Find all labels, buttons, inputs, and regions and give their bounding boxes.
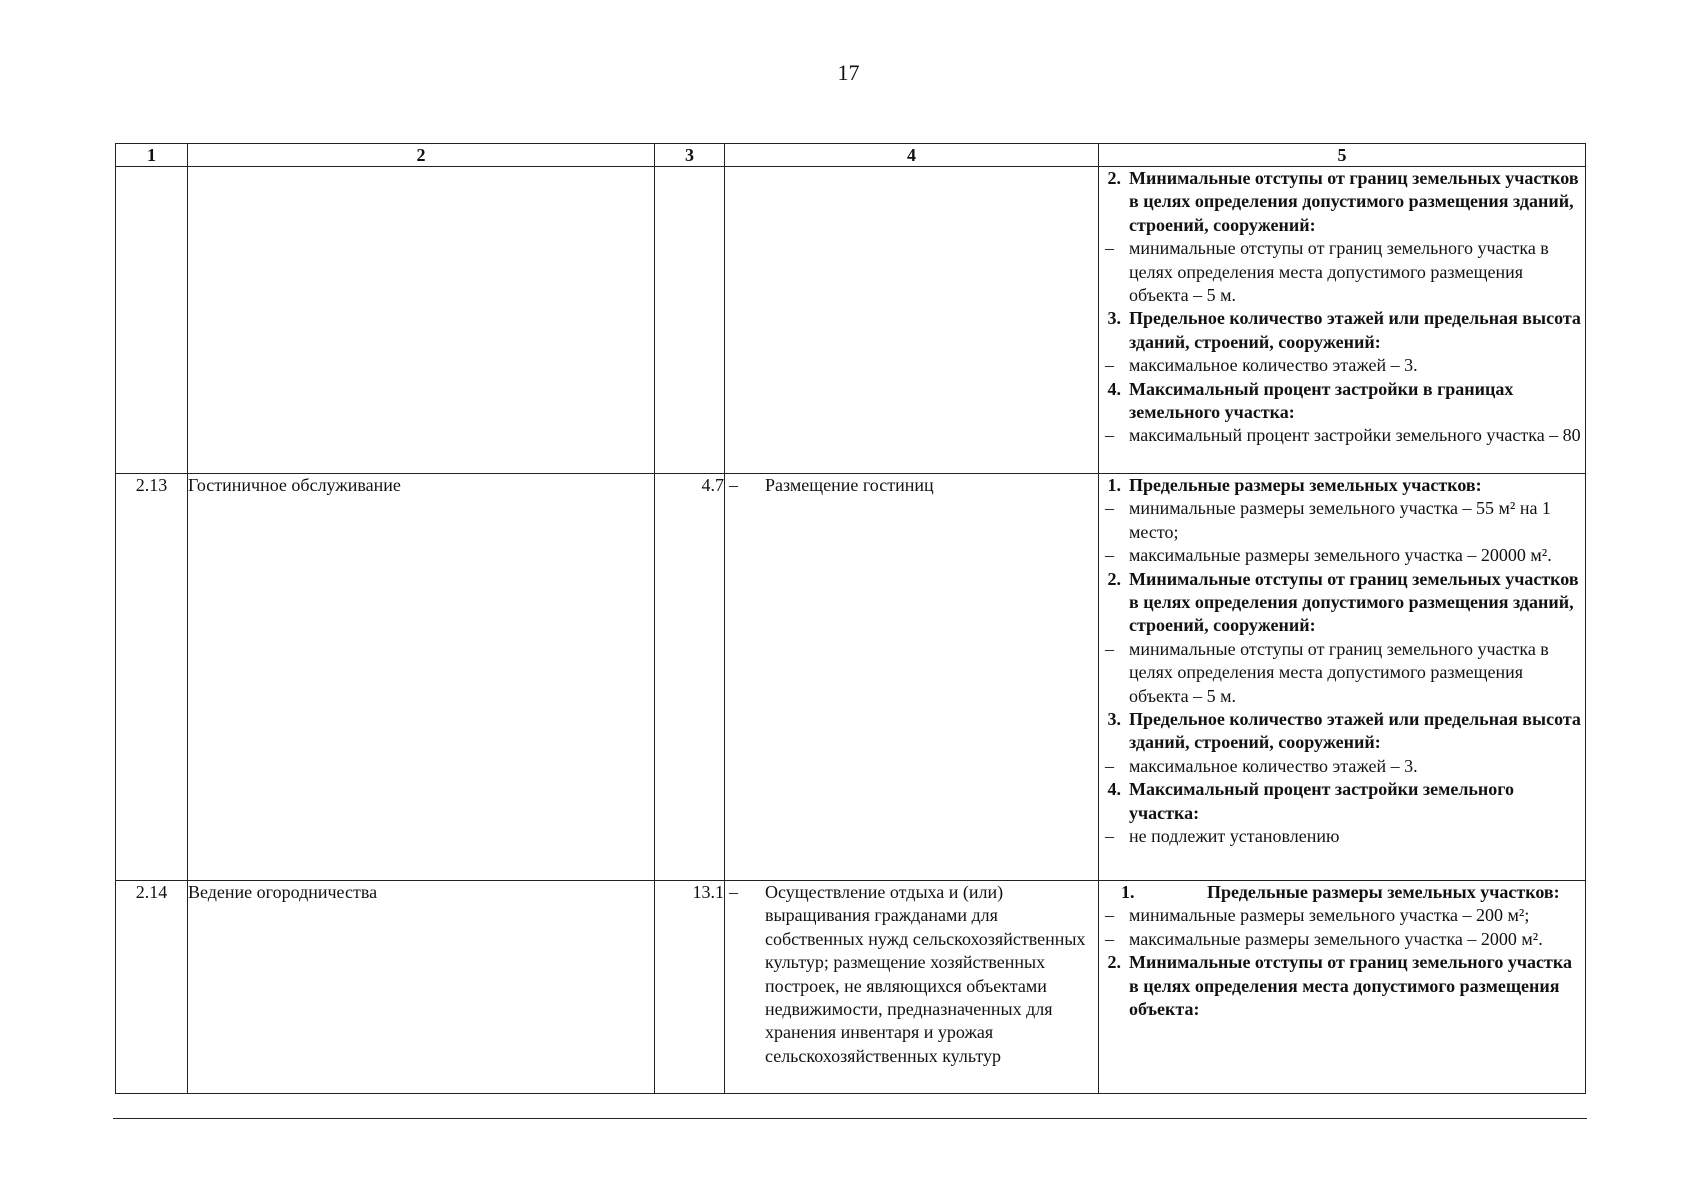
dash-marker: – <box>1105 638 1114 659</box>
parameter-heading <box>1099 307 1585 354</box>
parameter-text: максимальные размеры земельного участка – 2000 м². <box>1129 928 1543 949</box>
parameter-text: Максимальный процент застройки в границах земельного участка: <box>1129 378 1514 423</box>
parameter-text: минимальные отступы от границ земельного участка в целях определения места допустимого размещения объекта – 5 м. <box>1129 638 1549 706</box>
row-number: 2.13 <box>116 474 188 881</box>
header-col-4: 4 <box>725 144 1099 167</box>
header-col-2: 2 <box>188 144 655 167</box>
header-col-1: 1 <box>116 144 188 167</box>
use-description <box>725 167 1099 474</box>
parameter-text: максимальные размеры земельного участка – 20000 м². <box>1129 545 1552 566</box>
parameter-value <box>1099 497 1585 544</box>
parameter-value <box>1099 638 1585 708</box>
table-row <box>116 881 1586 1094</box>
parameter-text: Предельное количество этажей или предельная высота зданий, строений, сооружений: <box>1129 709 1581 753</box>
use-type-code <box>655 167 725 474</box>
item-number: 3. <box>1107 308 1121 329</box>
parameters-cell <box>1099 167 1586 474</box>
parameter-text: Минимальные отступы от границ земельного участка в целях определения места допустимого размещения объекта: <box>1129 952 1572 1020</box>
use-type-name: Гостиничное обслуживание <box>188 474 655 881</box>
use-type-name <box>188 167 655 474</box>
dash-marker: – <box>1105 545 1114 566</box>
page-number: 17 <box>837 60 860 85</box>
table-row <box>116 167 1586 474</box>
item-number: 2. <box>1107 568 1121 589</box>
parameter-text: не подлежит установлению <box>1129 826 1340 847</box>
zoning-table <box>115 143 1586 1094</box>
header-col-5: 5 <box>1099 144 1586 167</box>
parameter-text: Предельные размеры земельных участков: <box>1207 882 1560 902</box>
row-number <box>116 167 188 474</box>
dash-marker: – <box>1105 826 1114 847</box>
item-number: 2. <box>1107 168 1121 188</box>
parameter-value <box>1099 354 1585 377</box>
parameter-text: максимальный процент застройки земельного участка – 80 <box>1129 425 1581 446</box>
item-number: 4. <box>1107 378 1121 399</box>
parameters-cell <box>1099 881 1586 1094</box>
dash-marker: – <box>1105 425 1114 446</box>
dash-marker: – <box>1105 928 1114 949</box>
description-item <box>725 881 1098 1068</box>
parameter-heading <box>1099 167 1585 237</box>
item-number: 3. <box>1107 709 1121 730</box>
parameter-text: Предельные размеры земельных участков: <box>1129 475 1482 495</box>
dash-marker: – <box>1105 355 1114 376</box>
parameter-text: Минимальные отступы от границ земельных участков в целях определения допустимого размещения зданий, строений, сооружений: <box>1129 568 1579 636</box>
parameter-text: минимальные размеры земельного участка – 200 м²; <box>1129 905 1530 926</box>
parameter-value <box>1099 825 1585 848</box>
parameter-text: Максимальный процент застройки земельного участка: <box>1129 779 1515 823</box>
use-description <box>725 474 1099 881</box>
dash-marker: – <box>729 882 738 902</box>
parameter-text: максимальное количество этажей – 3. <box>1129 355 1418 376</box>
header-col-3: 3 <box>655 144 725 167</box>
dash-marker: – <box>1105 238 1114 259</box>
use-type-name: Ведение огородничества <box>188 881 655 1094</box>
dash-marker: – <box>1105 905 1114 926</box>
parameter-heading <box>1099 708 1585 755</box>
item-number: 1. <box>1107 475 1121 495</box>
table-row <box>116 474 1586 881</box>
parameter-heading <box>1099 378 1585 425</box>
parameter-value <box>1099 755 1585 778</box>
use-description <box>725 881 1099 1094</box>
item-number: 2. <box>1107 952 1121 973</box>
description-text: Размещение гостиниц <box>765 475 934 495</box>
parameter-value <box>1099 237 1585 307</box>
parameter-text: минимальные размеры земельного участка – 55 м² на 1 место; <box>1129 498 1551 542</box>
parameter-value <box>1099 928 1585 951</box>
parameter-heading <box>1099 881 1585 904</box>
parameter-value <box>1099 424 1585 447</box>
parameter-heading <box>1099 951 1585 1021</box>
footer-rule <box>113 1118 1587 1119</box>
dash-marker: – <box>1105 755 1114 776</box>
parameter-heading <box>1099 778 1585 825</box>
description-item <box>725 474 1098 497</box>
parameter-text: Предельное количество этажей или предельная высота зданий, строений, сооружений: <box>1129 308 1581 352</box>
header-row <box>116 144 1586 167</box>
item-number: 1. <box>1121 882 1135 902</box>
row-number: 2.14 <box>116 881 188 1094</box>
use-type-code: 13.1 <box>655 881 725 1094</box>
parameter-text: Минимальные отступы от границ земельных участков в целях определения допустимого размещения зданий, строений, сооружений: <box>1129 168 1579 235</box>
parameter-value <box>1099 544 1585 567</box>
parameter-value <box>1099 904 1585 927</box>
use-type-code: 4.7 <box>655 474 725 881</box>
dash-marker: – <box>729 475 738 495</box>
item-number: 4. <box>1107 779 1121 800</box>
parameter-heading <box>1099 568 1585 638</box>
parameters-cell <box>1099 474 1586 881</box>
parameter-heading <box>1099 474 1585 497</box>
parameter-text: максимальное количество этажей – 3. <box>1129 755 1418 776</box>
description-text: Осуществление отдыха и (или) выращивания гражданами для собственных нужд сельскохозяйственных культур; размещение хозяйственных построек, не являющихся объектами недвижимости, предназначенных для хранения инвентаря и урожая сельскохозяйственных культур <box>765 882 1086 1066</box>
dash-marker: – <box>1105 498 1114 519</box>
parameter-text: минимальные отступы от границ земельного участка в целях определения места допустимого размещения объекта – 5 м. <box>1129 238 1549 306</box>
